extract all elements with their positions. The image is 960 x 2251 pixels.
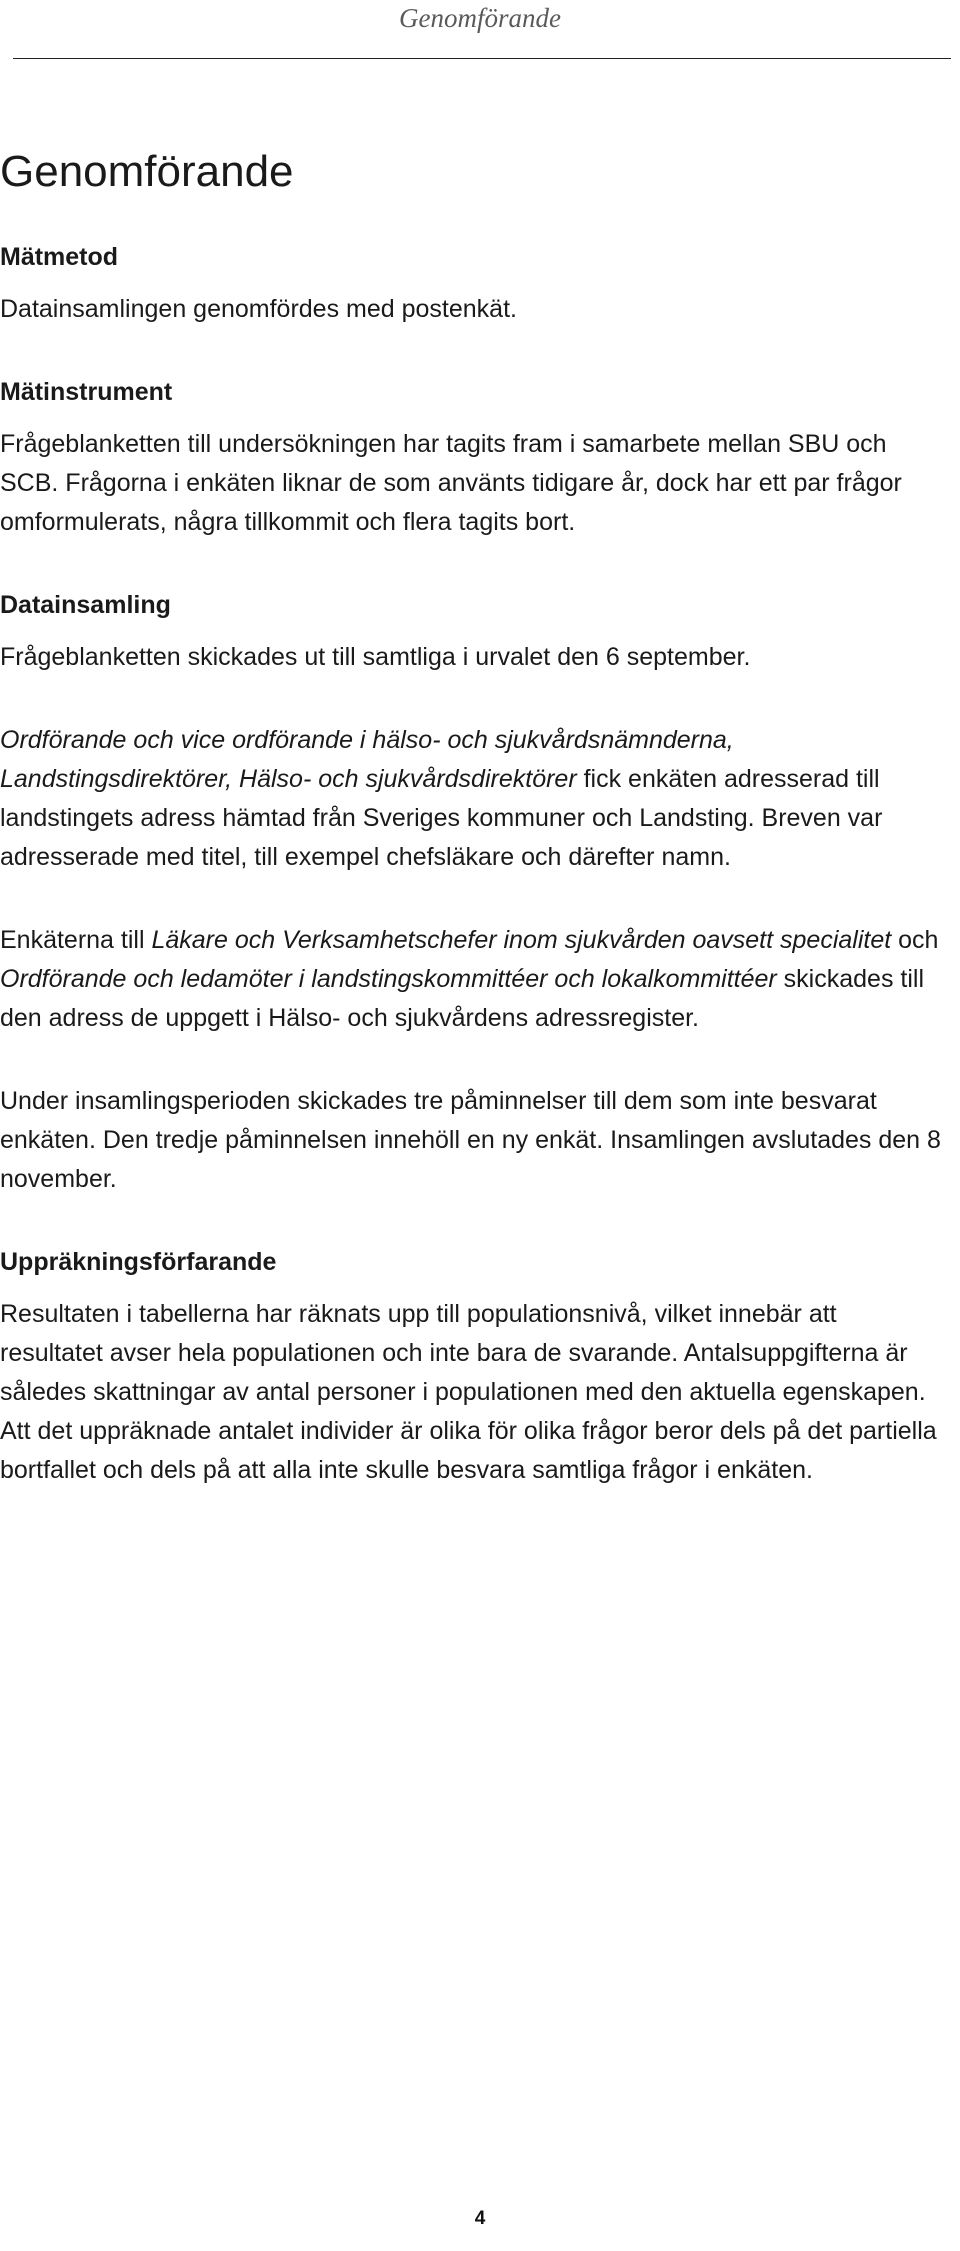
- heading-matinstrument: Mätinstrument: [0, 378, 173, 406]
- running-header: Genomförande: [399, 3, 561, 33]
- paragraph-datainsamling-2: [0, 721, 945, 877]
- paragraph-matinstrument: Frågeblanketten till undersökningen har tagits fram i samarbete mellan SBU och SCB. Frågorna i enkäten liknar de som använts tidigare år, dock har ett par frågor omformulerats, några tillkommit och flera tagits bort.: [0, 430, 902, 536]
- paragraph-datainsamling-3: [0, 921, 945, 1038]
- paragraph-datainsamling-1: Frågeblanketten skickades ut till samtliga i urvalet den 6 september.: [0, 643, 751, 671]
- header-rule: [13, 58, 951, 59]
- heading-upprakning: Uppräkningsförfarande: [0, 1248, 277, 1276]
- document-body: [0, 140, 945, 1517]
- text-run: fick enkäten adresserad till landstingets adress hämtad från Sveriges kommuner och Landsting. Breven var adresserade med titel, till exempel chefsläkare och därefter namn.: [0, 765, 883, 871]
- italic-recipients: Ordförande och vice ordförande i hälso- och sjukvårdsnämnderna, Landstingsdirektörer, Hälso- och sjukvårdsdirektörer: [0, 726, 734, 793]
- paragraph-matmetod: Datainsamlingen genomfördes med postenkät.: [0, 295, 517, 323]
- text-run: och: [891, 926, 939, 954]
- heading-datainsamling: Datainsamling: [0, 591, 171, 619]
- text-run: Enkäterna till: [0, 926, 152, 954]
- text-run: skickades till den adress de uppgett i Hälso- och sjukvårdens adressregister.: [0, 965, 924, 1032]
- italic-recipients: Läkare och Verksamhetschefer inom sjukvården oavsett specialitet: [151, 926, 892, 954]
- paragraph-upprakning: Resultaten i tabellerna har räknats upp till populationsnivå, vilket innebär att resultatet avser hela populationen och inte bara de svarande. Antalsuppgifterna är således skattningar av antal personer i populationen med den aktuella egenskapen. Att det uppräknade antalet individer är olika för olika frågor beror dels på det partiella bortfallet och dels på att alla inte skulle besvara samtliga frågor i enkäten.: [0, 1300, 937, 1484]
- heading-matmetod: Mätmetod: [0, 243, 119, 271]
- page-title: Genomförande: [0, 147, 294, 196]
- page-number: 4: [474, 2208, 486, 2229]
- italic-recipients: Ordförande och ledamöter i landstingskommittéer och lokalkommittéer: [0, 965, 777, 993]
- paragraph-datainsamling-4: Under insamlingsperioden skickades tre påminnelser till dem som inte besvarat enkäten. Den tredje påminnelsen innehöll en ny enkät. Insamlingen avslutades den 8 november.: [0, 1087, 941, 1193]
